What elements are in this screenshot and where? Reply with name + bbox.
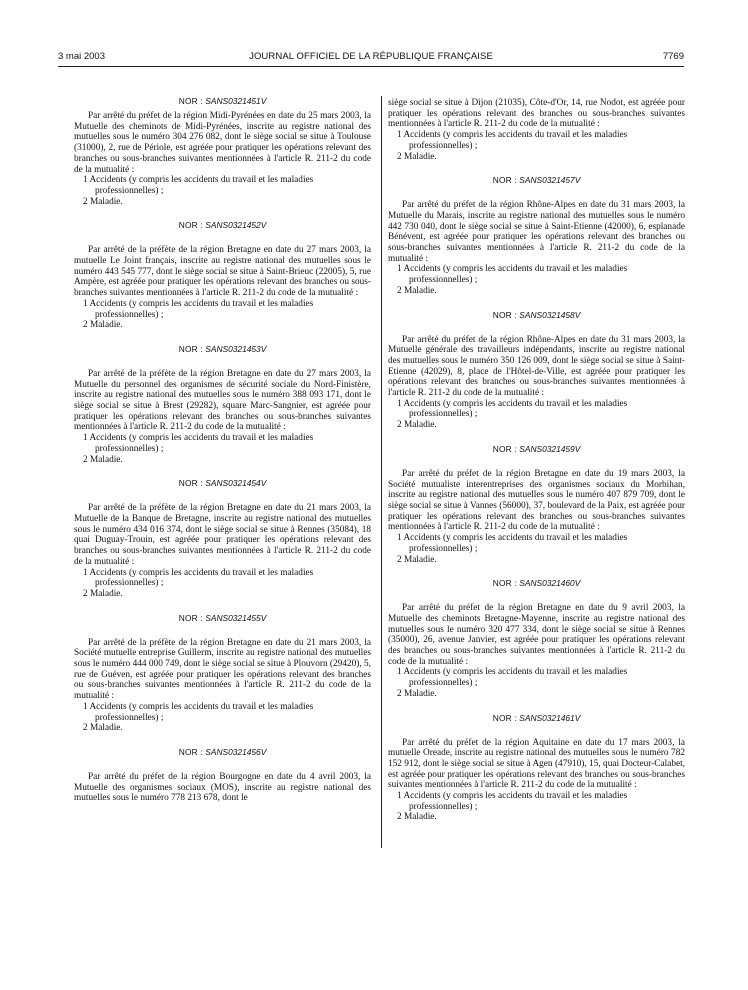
nor-reference: NOR : SANS0321455V	[178, 612, 267, 623]
nor-reference: NOR : SANS0321458V	[492, 309, 581, 320]
header-rule	[58, 66, 684, 67]
decree-text-continued: siège social se situe à Dijon (21035), Côte-d'Or, 14, rue Nodot, est agréée pour pratiquer les opérations relevant des branches ou sous-branches suivantes mentionnées à l'article R. 211-2 du code de la mutualité :	[388, 98, 685, 130]
nor-reference: NOR : SANS0321460V	[492, 578, 581, 589]
decree-entry	[388, 578, 685, 699]
branch-item-maladie: 2 Maladie.	[83, 320, 123, 331]
right-column	[388, 98, 685, 823]
decree-continuation	[388, 98, 685, 162]
branch-item-maladie: 2 Maladie.	[397, 554, 437, 565]
branch-item-accidents: 1 Accidents (y compris les accidents du travail et les maladies professionnelles) ;	[397, 130, 628, 151]
nor-code: SANS0321457V	[519, 175, 581, 186]
branch-item-accidents: 1 Accidents (y compris les accidents du travail et les maladies professionnelles) ;	[397, 264, 628, 286]
decree-text: Par arrêté du préfet de la région Rhône-Alpes en date du 31 mars 2003, la Mutuelle du Marais, inscrite au registre national des mutuelles sous le numéro 442 730 040, dont le siège social se situe à Saint-Etienne (42000), 6, esplanade Bénévent, est agréée pour pratiquer les opérations relevant des branches ou sous-branches suivantes mentionnées à l'article R. 211-2 du code de la mutualité :	[388, 200, 685, 264]
branch-item-accidents: 1 Accidents (y compris les accidents du travail et les maladies professionnelles) ;	[83, 433, 314, 454]
nor-reference: NOR : SANS0321457V	[492, 175, 581, 186]
nor-code: SANS0321452V	[205, 220, 267, 231]
branch-item-maladie: 2 Maladie.	[83, 196, 123, 207]
decree-text: Par arrêté du préfet de la région Rhône-Alpes en date du 31 mars 2003, la Mutuelle générale des travailleurs indépendants, inscrite au registre national des mutuelles sous le numéro 350 126 009, dont le siège social se situe à Saint-Etienne (42029), 8, place de l'Hôtel-de-Ville, est agréée pour pratiquer les opérations relevant des branches ou sous-branches suivantes mentionnées à l'article R. 211-2 du code de la mutualité :	[388, 334, 685, 399]
decree-entry	[74, 613, 371, 734]
nor-reference: NOR : SANS0321456V	[178, 746, 267, 757]
decree-entry	[388, 310, 685, 431]
nor-code: SANS0321451V	[205, 96, 267, 106]
decree-text: Par arrêté de la préfète de la région Bretagne en date du 21 mars 2003, la Mutuelle de la Banque de Bretagne, inscrite au registre national des mutuelles sous le numéro 434 016 374, dont le siège social se situe à Rennes (35084), 18 quai Duguay-Trouin, est agréée pour pratiquer les opérations relevant des branches ou sous-branches suivantes mentionnées à l'article R. 211-2 du code de la mutualité :	[74, 503, 371, 567]
decree-entry	[388, 444, 685, 565]
issue-date: 3 mai 2003	[58, 51, 106, 62]
branch-item-accidents: 1 Accidents (y compris les accidents du travail et les maladies professionnelles) ;	[83, 567, 314, 589]
nor-code: SANS0321458V	[519, 309, 581, 320]
decree-entry	[388, 175, 685, 296]
column-divider	[381, 96, 382, 848]
branch-item-maladie: 2 Maladie.	[397, 285, 437, 296]
journal-title: JOURNAL OFFICIEL DE LA RÉPUBLIQUE FRANÇAISE	[249, 51, 493, 62]
branch-item-maladie: 2 Maladie.	[83, 723, 123, 734]
branch-item-accidents: 1 Accidents (y compris les accidents du travail et les maladies professionnelles) ;	[397, 791, 628, 812]
branch-item-maladie: 2 Maladie.	[397, 688, 437, 699]
nor-reference: NOR : SANS0321453V	[178, 343, 267, 354]
nor-reference: NOR : SANS0321451V	[178, 96, 267, 106]
branch-item-maladie: 2 Maladie.	[397, 420, 437, 431]
branch-item-accidents: 1 Accidents (y compris les accidents du travail et les maladies professionnelles) ;	[83, 298, 314, 320]
page-header	[58, 51, 684, 65]
branch-item-maladie: 2 Maladie.	[83, 454, 123, 465]
decree-text: Par arrêté du préfet de la région Aquitaine en date du 17 mars 2003, la mutuelle Oreade, inscrite au registre national des mutuelles sous le numéro 782 152 912, dont le siège social se situe à Agen (47910), 15, quai Docteur-Calabet, est agréée pour pratiquer les opérations relevant des branches ou sous-branches suivantes mentionnées à l'article R. 211-2 du code de la mutualité :	[388, 737, 685, 791]
decree-text: Par arrêté de la préfète de la région Bretagne en date du 27 mars 2003, la mutuelle Le Joint français, inscrite au registre national des mutuelles sous le numéro 443 545 777, dont le siège social se situe à Saint-Brieuc (22005), 5, rue Ampère, est agréée pour pratiquer les opérations relevant des branches ou sous-branches suivantes mentionnées à l'article R. 211-2 du code de la mutualité :	[74, 245, 371, 299]
branch-item-maladie: 2 Maladie.	[397, 812, 437, 823]
nor-reference: NOR : SANS0321452V	[178, 220, 267, 231]
branch-item-maladie: 2 Maladie.	[83, 588, 123, 599]
left-column	[74, 96, 371, 804]
decree-text: Par arrêté de la préfète de la région Bretagne en date du 27 mars 2003, la Mutuelle du personnel des organismes de sécurité sociale du Nord-Finistère, inscrite au registre national des mutuelles sous le numéro 388 093 171, dont le siège social se situe à Brest (29282), square Marc-Sangnier, est agréée pour pratiquer les opérations relevant des branches ou sous-branches suivantes mentionnées à l'article R. 211-2 du code de la mutualité :	[74, 368, 371, 433]
page-number: 7769	[662, 51, 684, 62]
decree-text: Par arrêté du préfet de la région Bretagne en date du 19 mars 2003, la Société mutualiste interentreprises des organismes sociaux du Morbihan, inscrite au registre national des mutuelles sous le numéro 407 879 709, dont le siège social se situe à Vannes (56000), 37, boulevard de la Paix, est agréée pour pratiquer les opérations relevant des branches ou sous-branches suivantes mentionnées à l'article R. 211-2 du code de la mutualité :	[388, 468, 685, 533]
decree-text: Par arrêté du préfet de la région Midi-Pyrénées en date du 25 mars 2003, la Mutuelle des cheminots de Midi-Pyrénées, inscrite au registre national des mutuelles sous le numéro 304 276 082, dont le siège social se situe à Toulouse (31000), 2, rue de Périole, est agréée pour pratiquer les opérations relevant des branches ou sous-branches suivantes mentionnées à l'article R. 211-2 du code de la mutualité :	[74, 111, 371, 175]
nor-code: SANS0321453V	[205, 343, 267, 354]
decree-text: Par arrêté du préfet de la région Bretagne en date du 9 avril 2003, la Mutuelle des cheminots Bretagne-Mayenne, inscrite au registre national des mutuelles sous le numéro 320 477 334, dont le siège social se situe à Rennes (35000), 26, avenue Janvier, est agréée pour pratiquer les opérations relevant des branches ou sous-branches suivantes mentionnées à l'article R. 211-2 du code de la mutualité :	[388, 603, 685, 667]
nor-reference: NOR : SANS0321459V	[492, 443, 581, 454]
nor-code: SANS0321455V	[205, 612, 267, 623]
nor-reference: NOR : SANS0321454V	[178, 478, 267, 489]
branch-item-accidents: 1 Accidents (y compris les accidents du travail et les maladies professionnelles) ;	[397, 398, 628, 420]
branch-item-accidents: 1 Accidents (y compris les accidents du travail et les maladies professionnelles) ;	[397, 667, 628, 689]
branch-item-accidents: 1 Accidents (y compris les accidents du travail et les maladies professionnelles) ;	[83, 175, 314, 196]
decree-entry	[74, 220, 371, 331]
nor-code: SANS0321460V	[519, 578, 581, 589]
decree-entry	[74, 747, 371, 804]
decree-entry	[74, 478, 371, 599]
decree-text: Par arrêté de la préfète de la région Bretagne en date du 21 mars 2003, la Société mutuelle entreprise Guillerm, inscrite au registre national des mutuelles sous le numéro 444 000 749, dont le siège social se situe à Plouvorn (29420), 5, rue de Guéven, est agréée pour pratiquer les opérations relevant des branches ou sous-branches suivantes mentionnées à l'article R. 211-2 du code de la mutualité :	[74, 637, 371, 702]
decree-text: Par arrêté du préfet de la région Bourgogne en date du 4 avril 2003, la Mutuelle des organismes sociaux (MOS), inscrite au registre national des mutuelles sous le numéro 778 213 678, dont le	[74, 771, 371, 804]
nor-code: SANS0321461V	[519, 712, 581, 723]
decree-entry	[74, 96, 371, 207]
branch-item-accidents: 1 Accidents (y compris les accidents du travail et les maladies professionnelles) ;	[83, 701, 314, 723]
nor-code: SANS0321456V	[205, 746, 267, 757]
nor-code: SANS0321454V	[205, 478, 267, 489]
nor-code: SANS0321459V	[519, 443, 581, 454]
branch-item-accidents: 1 Accidents (y compris les accidents du travail et les maladies professionnelles) ;	[397, 533, 628, 554]
decree-entry	[388, 713, 685, 824]
nor-reference: NOR : SANS0321461V	[492, 712, 581, 723]
branch-item-maladie: 2 Maladie.	[397, 151, 437, 162]
decree-entry	[74, 344, 371, 465]
